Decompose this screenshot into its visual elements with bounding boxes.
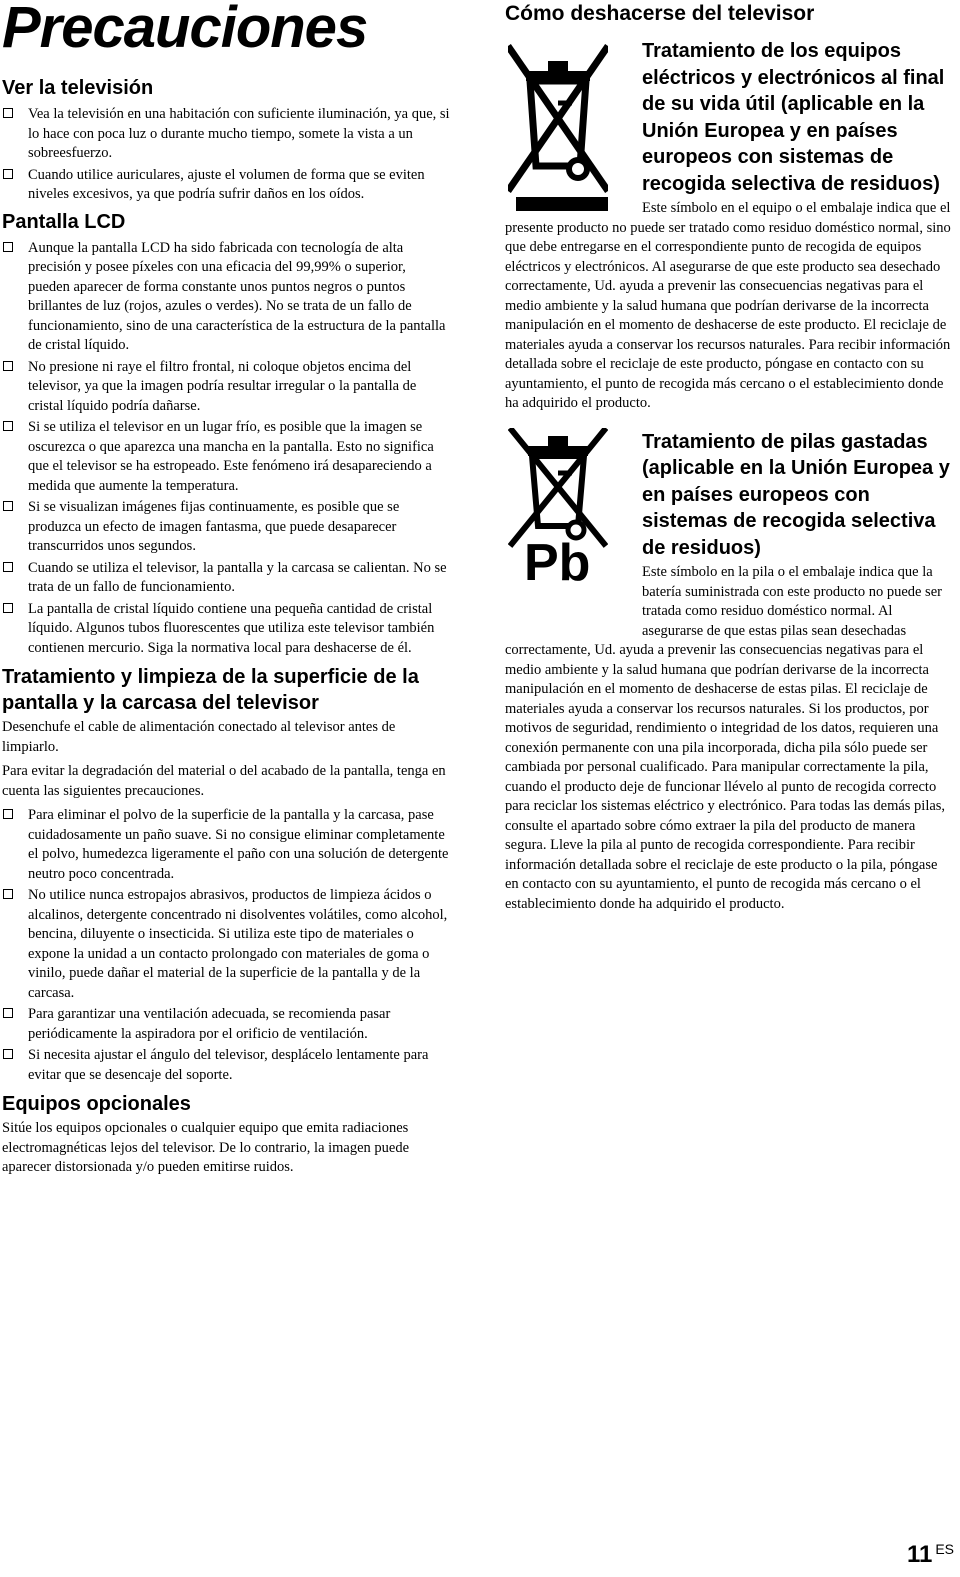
right-column	[505, 0, 953, 914]
checkbox-bullet-icon	[3, 361, 13, 371]
lcd-list	[2, 239, 450, 659]
checkbox-bullet-icon	[3, 889, 13, 899]
left-column	[2, 0, 450, 1183]
list-item: Si necesita ajustar el ángulo del televisor, desplácelo lentamente para evitar que se desencaje del soporte.	[2, 1046, 450, 1085]
weee-title: Tratamiento de los equipos eléctricos y electrónicos al final de su vida útil (aplicable en la Unión Europea y en países europeos con sistemas de recogida selectiva de residuos)	[642, 40, 945, 195]
section-heading-limpieza: Tratamiento y limpieza de la superficie de la pantalla y la carcasa del televisor	[2, 666, 419, 714]
section-heading-desecho: Cómo deshacerse del televisor	[505, 2, 815, 25]
page-footer	[907, 1541, 954, 1569]
checkbox-bullet-icon	[3, 169, 13, 179]
checkbox-bullet-icon	[3, 603, 13, 613]
list-item: Cuando se utiliza el televisor, la pantalla y la carcasa se calientan. No se trata de un fallo de funcionamiento.	[2, 559, 450, 598]
checkbox-bullet-icon	[3, 1049, 13, 1059]
list-item: Si se utiliza el televisor en un lugar frío, es posible que la imagen se oscurezca o que aparezca una mancha en la pantalla. Esto no significa que el televisor se ha estropeado. Este fenómeno irá desapareciendo a medida que aumente la temperatura.	[2, 418, 450, 496]
checkbox-bullet-icon	[3, 562, 13, 572]
checkbox-bullet-icon	[3, 242, 13, 252]
list-item: La pantalla de cristal líquido contiene una pequeña cantidad de cristal líquido. Algunos tubos fluorescentes que utiliza este televisor también contienen mercurio. Siga la normativa local para deshacerse de él.	[2, 600, 450, 659]
crossed-out-wheelie-bin-icon	[508, 41, 608, 216]
limpieza-precautions-intro: Para evitar la degradación del material o del acabado de la pantalla, tenga en cuenta las siguientes precauciones.	[2, 763, 446, 799]
battery-title: Tratamiento de pilas gastadas (aplicable en la Unión Europea y en países europeos con sistemas de recogida selectiva de residuos)	[642, 430, 950, 559]
battery-title-wrap	[642, 429, 953, 562]
list-item: Si se visualizan imágenes fijas continuamente, es posible que se produzca un efecto de imagen fantasma, que puede desaparecer transcurridos unos segundos.	[2, 498, 450, 557]
weee-text: Este símbolo en el equipo o el embalaje indica que el presente producto no puede ser tratado como residuo doméstico normal, sino que debe entregarse en el correspondiente punto de recogida de equipos eléctricos y electrónicos. Al asegurarse de que este producto sea desechado correctamente, Ud. ayuda a prevenir las consecuencias negativas para el medio ambiente y la salud humana que podrían derivarse de la incorrecta manipulación en el momento de deshacerse de este producto. El reciclaje de materiales ayuda a conservar los recursos naturales. Para recibir información detallada sobre el reciclaje de este producto, póngase en contacto con su ayuntamiento, el punto de recogida más cercano o el establecimiento donde ha adquirido el producto.	[505, 200, 951, 411]
ver-list	[2, 105, 450, 205]
section-heading-ver: Ver la televisión	[2, 77, 154, 99]
opcionales-text: Sitúe los equipos opcionales o cualquier equipo que emita radiaciones electromagnéticas lejos del televisor. De lo contrario, la imagen puede aparecer distorsionada y/o pueden emitirse ruidos.	[2, 1120, 410, 1175]
list-item: No presione ni raye el filtro frontal, ni coloque objetos encima del televisor, ya que la imagen podría resultar irregular o la pantalla de cristal líquido podría dañarse.	[2, 358, 450, 417]
limpieza-list	[2, 806, 450, 1085]
list-item: Para garantizar una ventilación adecuada, se recomienda pasar periódicamente la aspiradora por el orificio de ventilación.	[2, 1005, 450, 1044]
list-item: Cuando utilice auriculares, ajuste el volumen de forma que se eviten niveles excesivos, ya que podría sufrir daños en los oídos.	[2, 166, 450, 205]
page-title: Precauciones	[2, 0, 368, 60]
checkbox-bullet-icon	[3, 809, 13, 819]
checkbox-bullet-icon	[3, 1008, 13, 1018]
section-heading-lcd: Pantalla LCD	[2, 210, 126, 233]
list-item: Vea la televisión en una habitación con suficiente iluminación, ya que, si lo hace con poca luz o durante mucho tiempo, somete la vista a un sobreesfuerzo.	[2, 105, 450, 164]
crossed-out-bin-pb-icon	[508, 428, 608, 593]
list-item: No utilice nunca estropajos abrasivos, productos de limpieza ácidos o alcalinos, detergente concentrado ni disolventes volátiles, como alcohol, bencina, diluyente o insecticida. Si utiliza este tipo de materiales o expone la unidad a un contacto prolongado con materiales de goma o vinilo, puede dañar el material de la superficie de la pantalla y de la carcasa.	[2, 886, 450, 1003]
weee-title-wrap	[642, 38, 953, 197]
checkbox-bullet-icon	[3, 108, 13, 118]
pb-label: Pb	[524, 533, 591, 588]
limpieza-intro: Desenchufe el cable de alimentación conectado al televisor antes de limpiarlo.	[2, 719, 396, 755]
language-code: ES	[935, 1541, 954, 1557]
checkbox-bullet-icon	[3, 421, 13, 431]
list-item: Aunque la pantalla LCD ha sido fabricada con tecnología de alta precisión y posee píxeles con una eficacia del 99,99% o superior, pueden aparecer de forma constante unos puntos negros o puntos brillantes de luz (rojos, azules o verdes). No se trata de un fallo de funcionamiento, sino de una característica de la estructura de la pantalla de cristal líquido.	[2, 239, 450, 356]
weee-block	[505, 27, 953, 28]
battery-text: Este símbolo en la pila o el embalaje indica que la batería suministrada con este producto no puede ser tratada como residuo doméstico normal. Al asegurarse de que estas pilas sean desechadas correctamente, Ud. ayuda a prevenir las consecuencias negativas para el medio ambiente y la salud humana que podrían derivarse de la incorrecta manipulación en el momento de deshacerse de estas pilas. El reciclaje de materiales ayuda a conservar los recursos naturales. Si los productos, por motivos de seguridad, rendimiento o integridad de los datos, requieren una conexión permanente con una pila incorporada, dicha pila sólo puede ser cambiada por personal cualificado. Para manipular correctamente la pila, cuando el producto deje de funcionar llévelo al punto de recogida correcto para reciclar los sistemas eléctrico y electrónico. Para todas las demás pilas, consulte el apartado sobre cómo extraer la pila del producto de manera segura. Lleve la pila al punto de recogida correspondiente. Para recibir información detallada sobre el reciclaje de este producto o la pila, póngase en contacto con su ayuntamiento, el punto de recogida más cercano o el establecimiento donde ha adquirido el producto.	[505, 564, 946, 912]
page-number: 11	[906, 1541, 933, 1568]
list-item: Para eliminar el polvo de la superficie de la pantalla y la carcasa, pase cuidadosamente un paño suave. Si no consigue eliminar completamente el polvo, humedezca ligeramente el paño con una solución de detergente neutro poco concentrada.	[2, 806, 450, 884]
checkbox-bullet-icon	[3, 501, 13, 511]
section-heading-opcionales: Equipos opcionales	[2, 1093, 191, 1115]
